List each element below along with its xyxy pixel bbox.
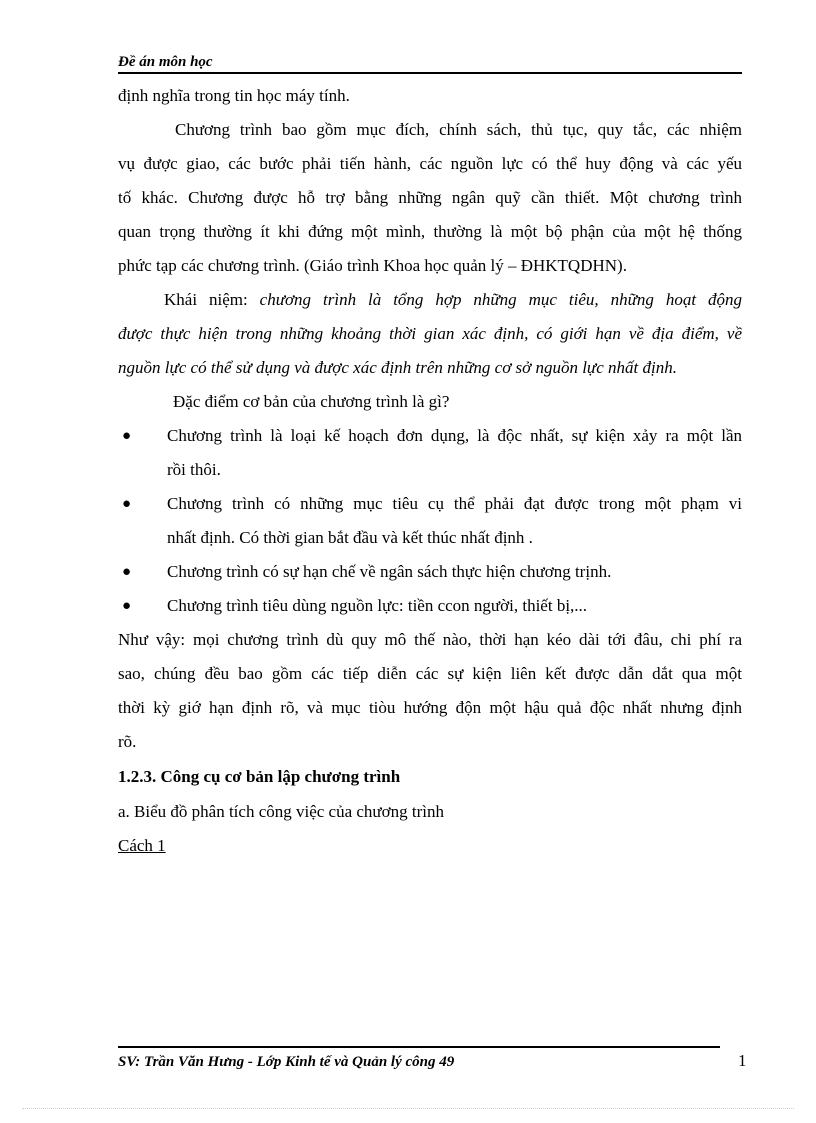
text-line: quan trọng thường ít khi đứng một mình, thường là một bộ phận của một hệ thống	[118, 222, 742, 241]
bullet-icon: ●	[122, 598, 132, 614]
page-edge-divider	[22, 1108, 794, 1109]
bullet-icon: ●	[122, 428, 132, 444]
text-line	[118, 283, 742, 317]
footer-text: SV: Trần Văn Hưng - Lớp Kinh tế và Quản lý công 49	[118, 1054, 455, 1070]
concept-lead: Khái niệm:	[164, 290, 260, 309]
paragraph-program-definition	[118, 113, 742, 283]
method-label: Cách 1	[118, 836, 166, 855]
text-line: Như vậy: mọi chương trình dù quy mô thế nào, thời hạn kéo dài tới đâu, chi phí ra	[118, 630, 742, 649]
text-line: Đặc điểm cơ bản của chương trình là gì?	[173, 392, 450, 411]
section-heading: 1.2.3. Công cụ cơ bản lập chương trình	[118, 767, 401, 786]
text-line: Chương trình bao gồm mục đích, chính sách, thủ tục, quy tắc, các nhiệm	[175, 120, 742, 139]
text-line: được thực hiện trong những khoảng thời gian xác định, có giới hạn về địa điểm, về	[118, 324, 742, 343]
bullet-icon: ●	[122, 564, 132, 580]
footer-rule	[118, 1046, 720, 1048]
text-line: nhất định. Có thời gian bắt đầu và kết thúc nhất định .	[167, 528, 533, 547]
paragraph-continuation	[118, 79, 742, 113]
text-line: Chương trình có những mục tiêu cụ thể phải đạt được trong một phạm vi	[167, 494, 742, 513]
bullet-item	[118, 419, 742, 487]
paragraph-question	[118, 385, 742, 419]
text-line: nguồn lực có thể sử dụng và được xác định trên những cơ sở nguồn lực nhất định.	[118, 358, 677, 377]
text-line: Chương trình tiêu dùng nguồn lực: tiền ccon người, thiết bị,...	[167, 596, 588, 615]
text-line: rồi thôi.	[167, 460, 221, 479]
text-line: Chương trình có sự hạn chế về ngân sách thực hiện chương trịnh.	[167, 562, 612, 581]
subheading: a. Biểu đồ phân tích công việc của chương trình	[118, 802, 444, 821]
text-line: phức tạp các chương trình. (Giáo trình Khoa học quản lý – ĐHKTQDHN).	[118, 256, 627, 275]
text-line: rõ.	[118, 732, 137, 751]
text-line: vụ được giao, các bước phải tiến hành, các nguồn lực có thể huy động và các yếu	[118, 154, 742, 173]
bullet-icon: ●	[122, 496, 132, 512]
header-title: Đề án môn học	[118, 54, 213, 70]
bullet-item	[118, 555, 742, 589]
text-line: sao, chúng đều bao gồm các tiếp diễn các sự kiện liên kết được dẫn dắt qua một	[118, 664, 742, 683]
text-line: định nghĩa trong tin học máy tính.	[118, 86, 350, 105]
text-line: tố khác. Chương được hỗ trợ bằng những ngân quỹ cần thiết. Một chương trình	[118, 188, 742, 207]
bullet-item	[118, 487, 742, 555]
paragraph-concept	[118, 283, 742, 385]
text-line: thời kỳ giớ hạn định rõ, và mục tiòu hướng độn một hậu quả độc nhất nhưng định	[118, 698, 742, 717]
page-number: 1	[738, 1051, 747, 1070]
concept-text: chương trình là tổng hợp những mục tiêu, những hoạt động	[259, 290, 742, 309]
document-body	[118, 79, 742, 863]
paragraph-summary	[118, 623, 742, 759]
page-header	[118, 52, 742, 72]
header-rule	[118, 72, 742, 74]
bullet-item	[118, 589, 742, 623]
text-line: Chương trình là loại kế hoạch đơn dụng, là độc nhất, sự kiện xảy ra một lần	[167, 426, 742, 445]
